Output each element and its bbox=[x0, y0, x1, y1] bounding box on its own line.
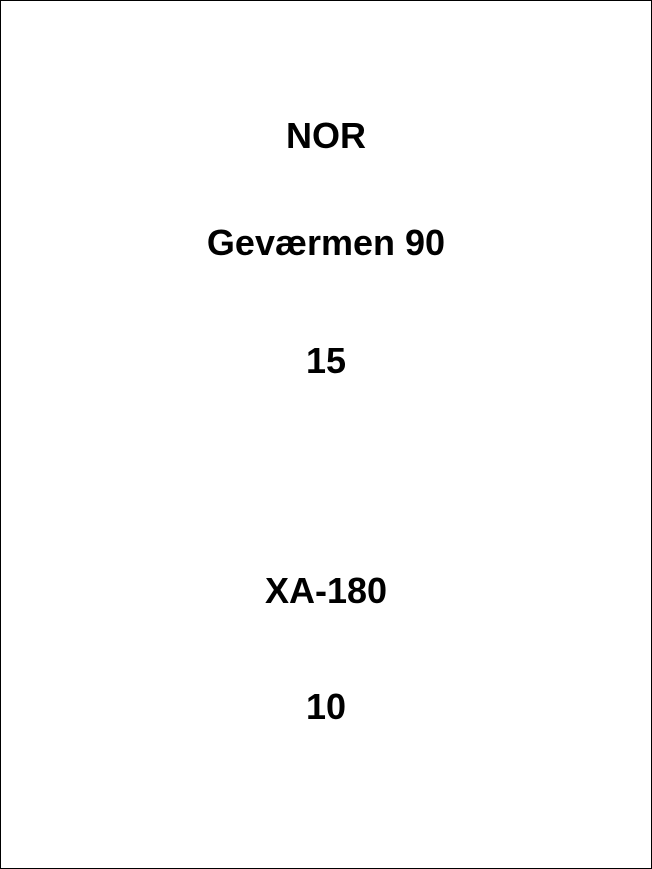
weapon-1-value: 15 bbox=[305, 340, 347, 381]
weapon-2-value: 10 bbox=[305, 686, 347, 727]
weapon-1-name: Geværmen 90 bbox=[206, 222, 446, 263]
weapon-2-name: XA-180 bbox=[264, 570, 388, 611]
country-code: NOR bbox=[286, 115, 366, 156]
